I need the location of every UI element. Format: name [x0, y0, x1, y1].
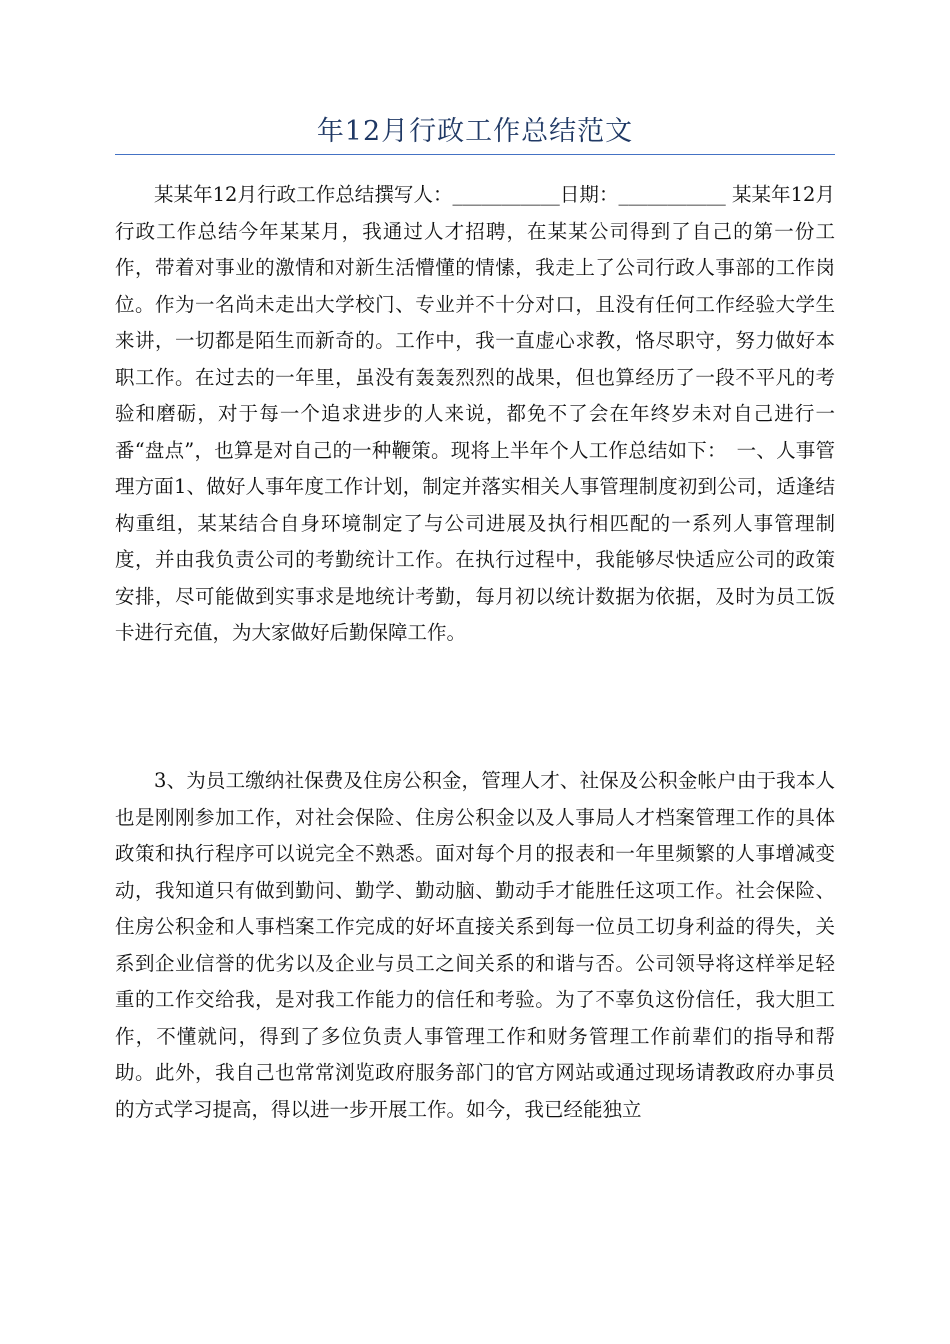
body-paragraph-2: 3、为员工缴纳社保费及住房公积金，管理人才、社保及公积金帐户由于我本人也是刚刚参加工作，对社会保险、住房公积金以及人事局人才档案管理工作的具体政策和执行程序可以说完全不熟悉。面对每个月的报表和一年里频繁的人事增减变动，我知道只有做到勤问、勤学、勤动脑、勤动手才能胜任这项工作。社会保险、住房公积金和人事档案工作完成的好坏直接关系到每一位员工切身利益的得失，关系到企业信誉的优劣以及企业与员工之间关系的和谐与否。公司领导将这样举足轻重的工作交给我，是对我工作能力的信任和考验。为了不辜负这份信任，我大胆工作，不懂就问，得到了多位负责人事管理工作和财务管理工作前辈们的指导和帮助。此外，我自己也常常浏览政府服务部门的官方网站或通过现场请教政府办事员的方式学习提高，得以进一步开展工作。如今，我已经能独立: [115, 769, 835, 1121]
body-paragraph-1: 某某年12月行政工作总结撰写人：___________日期：___________ 某某年12月行政工作总结今年某某月，我通过人才招聘，在某某公司得到了自己的第一份工作，带着对事业的激情和对新生活懵懂的情愫，我走上了公司行政人事部的工作岗位。作为一名尚未走出大学校门、专业并不十分对口，且没有任何工作经验大学生来讲，一切都是陌生而新奇的。工作中，我一直虚心求教，恪尽职守，努力做好本职工作。在过去的一年里，虽没有轰轰烈烈的战果，但也算经历了一段不平凡的考验和磨砺，对于每一个追求进步的人来说，都免不了会在年终岁未对自己进行一番“盘点”，也算是对自己的一种鞭策。现将上半年个人工作总结如下： 一、人事管理方面1、做好人事年度工作计划，制定并落实相关人事管理制度初到公司，适逢结构重组，某某结合自身环境制定了与公司进展及执行相匹配的一系列人事管理制度，并由我负责公司的考勤统计工作。在执行过程中，我能够尽快适应公司的政策安排，尽可能做到实事求是地统计考勤，每月初以统计数据为依据，及时为员工饭卡进行充值，为大家做好后勤保障工作。: [115, 183, 835, 644]
document-title: 年12月行政工作总结范文: [316, 116, 634, 147]
title-underline: [115, 154, 835, 155]
